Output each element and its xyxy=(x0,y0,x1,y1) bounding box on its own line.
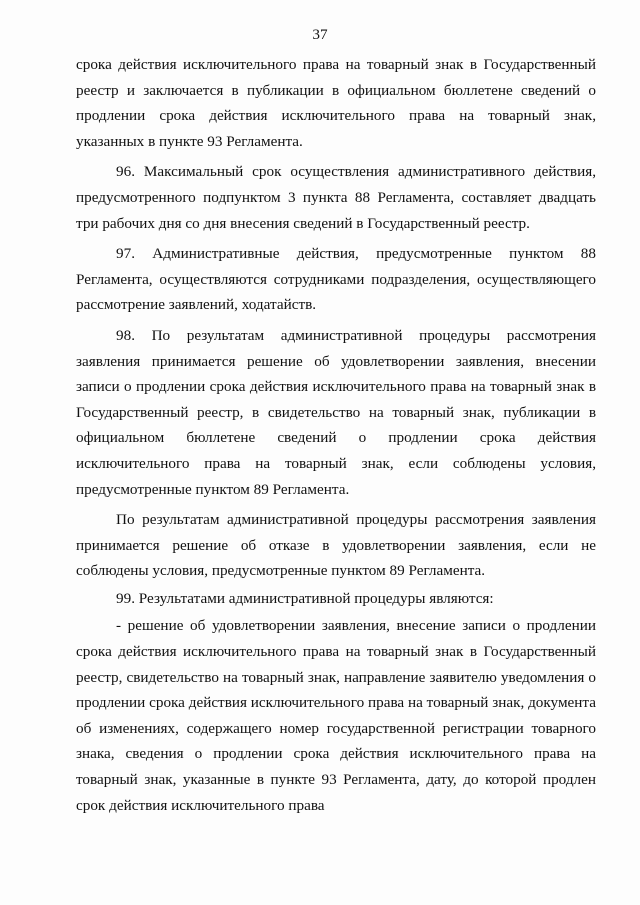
paragraph-98: 98. По результатам административной процедуры рассмотрения заявления принимается решение об удовлетворении заявления, внесении записи о продлении срока действия исключительного права на товарный знак в Государственный реестр, в свидетельство на товарный знак, публикации в официальном бюллетене сведений о продлении срока действия исключительного права на товарный знак, если соблюдены условия, предусмотренные пунктом 89 Регламента. xyxy=(76,326,596,498)
paragraph-99: 99. Результатами административной процедуры являются: xyxy=(116,589,494,607)
paragraph-99-result-item: - решение об удовлетворении заявления, внесение записи о продлении срока действия исключительного права на товарный знак в Государственный реестр, свидетельство на товарный знак, направление заявителю уведомления о продлении срока действия исключительного права на товарный знак, документа об изменениях, содержащего номер государственной регистрации товарного знака, сведения о продлении срока действия исключительного права на товарный знак, указанные в пункте 93 Регламента, дату, до которой продлен срок действия исключительного права xyxy=(76,617,596,814)
paragraph-continuation: срока действия исключительного права на товарный знак в Государственный реестр и заключается в публикации в официальном бюллетене сведений о продлении срока действия исключительного права на товарный знак, указанных в пункте 93 Регламента. xyxy=(76,56,596,150)
paragraph-97: 97. Административные действия, предусмотренные пунктом 88 Регламента, осуществляются сотрудниками подразделения, осуществляющего рассмотрение заявлений, ходатайств. xyxy=(76,245,596,314)
body-text xyxy=(76,52,596,818)
page-number: 37 xyxy=(312,26,328,43)
paragraph-98-refusal: По результатам административной процедуры рассмотрения заявления принимается решение об отказе в удовлетворении заявления, если не соблюдены условия, предусмотренные пунктом 89 Регламента. xyxy=(76,511,596,580)
paragraph-96: 96. Максимальный срок осуществления административного действия, предусмотренного подпунктом 3 пункта 88 Регламента, составляет двадцать три рабочих дня со дня внесения сведений в Государственный реестр. xyxy=(76,163,596,232)
